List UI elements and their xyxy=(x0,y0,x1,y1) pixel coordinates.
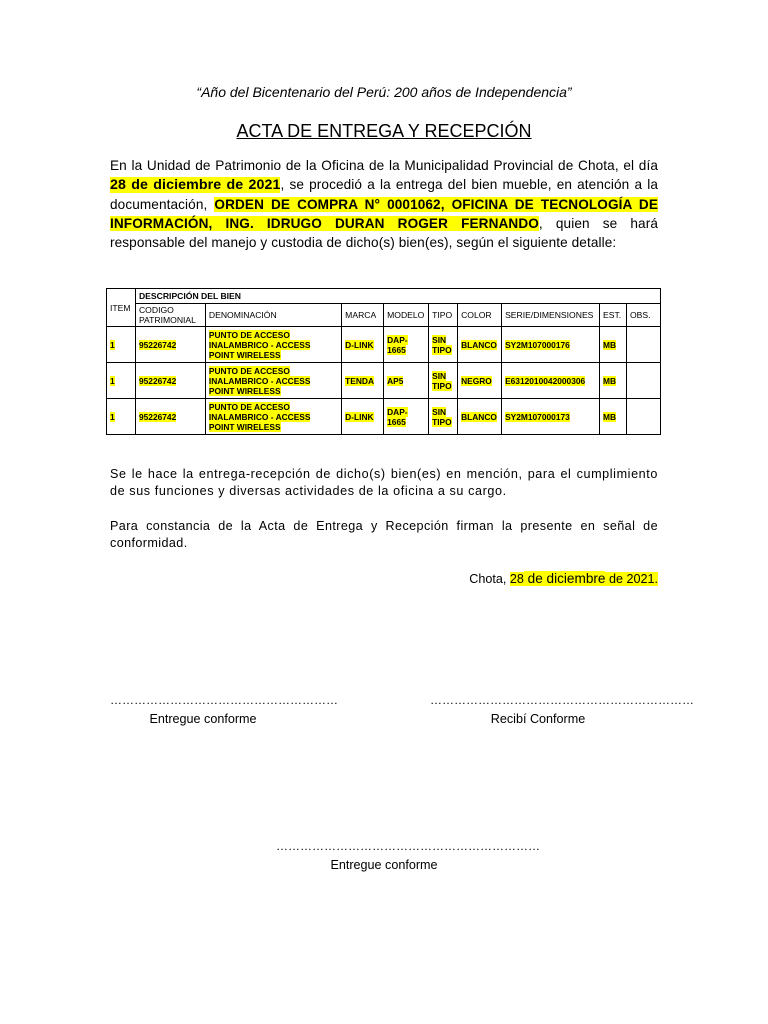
signature-right xyxy=(430,693,694,726)
cell-modelo: DAP-1665 xyxy=(387,334,408,355)
header-description: DESCRIPCIÓN DEL BIEN xyxy=(135,289,660,304)
intro-paragraph xyxy=(110,156,658,252)
cell-item: 1 xyxy=(110,411,115,422)
cell-tipo: SIN TIPO xyxy=(432,406,452,427)
cell-tipo: SIN TIPO xyxy=(432,334,452,355)
cell-serie: E6312010042000306 xyxy=(505,375,586,386)
cell-codigo: 95226742 xyxy=(138,339,177,350)
header-serie: SERIE/DIMENSIONES xyxy=(502,304,600,327)
signature-line: ………………………………………………… xyxy=(110,693,338,707)
cell-est: MB xyxy=(603,339,617,350)
header-item: ITEM xyxy=(107,289,136,327)
cell-item: 1 xyxy=(110,339,115,350)
table-row xyxy=(107,363,661,399)
header-est: EST. xyxy=(600,304,627,327)
cell-serie: SY2M107000173 xyxy=(505,411,570,422)
header-obs: OBS. xyxy=(627,304,661,327)
cell-color: BLANCO xyxy=(461,339,497,350)
header-modelo: MODELO xyxy=(384,304,429,327)
place-date xyxy=(469,571,658,586)
cell-obs xyxy=(627,399,661,435)
table-row xyxy=(107,327,661,363)
cell-item: 1 xyxy=(110,375,115,386)
header-denominacion: DENOMINACIÓN xyxy=(205,304,341,327)
intro-text-2: , se procedió a la entrega del bien mueble, en atención a la documentación, xyxy=(110,177,658,212)
document-motto: “Año del Bicentenario del Perú: 200 años de Independencia” xyxy=(196,84,572,100)
signature-left xyxy=(110,693,338,726)
header-tipo: TIPO xyxy=(429,304,458,327)
header-marca: MARCA xyxy=(342,304,384,327)
goods-table xyxy=(106,288,661,435)
cell-codigo: 95226742 xyxy=(138,411,177,422)
date-day: 28 xyxy=(509,572,524,586)
cell-modelo: AP5 xyxy=(387,375,404,386)
cell-denominacion: PUNTO DE ACCESO INALAMBRICO - ACCESS POINT WIRELESS xyxy=(208,329,311,360)
cell-codigo: 95226742 xyxy=(138,375,177,386)
constancy-paragraph: Para constancia de la Acta de Entrega y Recepción firman la presente en señal de conformidad. xyxy=(110,519,658,550)
header-color: COLOR xyxy=(458,304,502,327)
date-month: de diciembre xyxy=(523,571,606,586)
signature-label: Entregue conforme xyxy=(149,712,257,726)
signature-label: Entregue conforme xyxy=(330,858,438,872)
cell-obs xyxy=(627,327,661,363)
intro-date: 28 de diciembre de 2021 xyxy=(110,177,281,193)
date-year: de 2021. xyxy=(605,572,658,586)
cell-modelo: DAP-1665 xyxy=(387,406,408,427)
cell-color: BLANCO xyxy=(461,411,497,422)
delivery-paragraph: Se le hace la entrega-recepción de dicho(s) bien(es) en mención, para el cumplimiento de sus funciones y diversas actividades de la oficina a su cargo. xyxy=(110,467,658,498)
place-text: Chota, xyxy=(469,572,510,586)
cell-est: MB xyxy=(603,375,617,386)
signature-label: Recibí Conforme xyxy=(490,712,586,726)
cell-denominacion: PUNTO DE ACCESO INALAMBRICO - ACCESS POINT WIRELESS xyxy=(208,401,311,432)
intro-text-3: , quien se hará responsable del manejo y custodia de dicho(s) bien(es), según el siguiente detalle: xyxy=(110,216,658,250)
cell-color: NEGRO xyxy=(461,375,492,386)
intro-text-1: En la Unidad de Patrimonio de la Oficina de la Municipalidad Provincial de Chota, el día xyxy=(110,158,658,173)
cell-denominacion: PUNTO DE ACCESO INALAMBRICO - ACCESS POINT WIRELESS xyxy=(208,365,311,396)
cell-obs xyxy=(627,363,661,399)
signature-bottom xyxy=(276,839,540,872)
cell-est: MB xyxy=(603,411,617,422)
signature-line: ………………………………………………………… xyxy=(276,839,540,853)
header-codigo: CODIGO PATRIMONIAL xyxy=(135,304,205,327)
cell-tipo: SIN TIPO xyxy=(432,370,452,391)
cell-marca: TENDA xyxy=(345,375,375,386)
cell-marca: D-LINK xyxy=(345,411,374,422)
purchase-order: ORDEN DE COMPRA N° 0001062, OFICINA DE TECNOLOGÍA DE INFORMACIÓN, ING. IDRUGO DURAN ROGER FERNANDO xyxy=(110,197,659,231)
cell-marca: D-LINK xyxy=(345,339,374,350)
document-title: ACTA DE ENTREGA Y RECEPCIÓN xyxy=(236,121,532,141)
table-row xyxy=(107,399,661,435)
cell-serie: SY2M107000176 xyxy=(505,339,570,350)
signature-line: ………………………………………………………… xyxy=(430,693,694,707)
